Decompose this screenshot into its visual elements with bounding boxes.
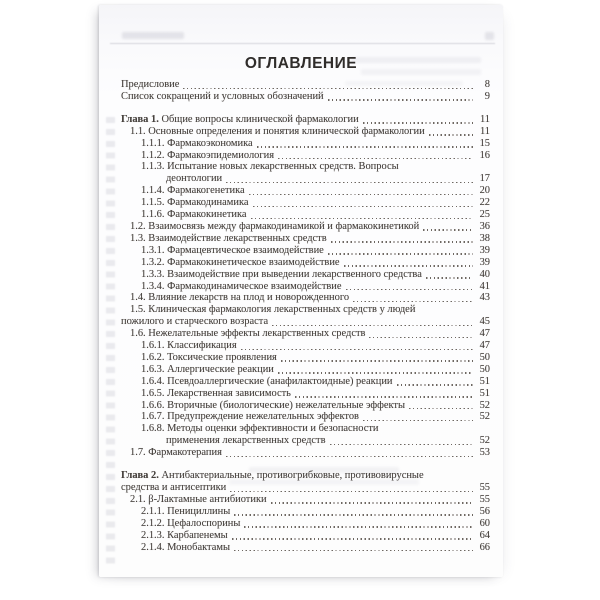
page-number: 39 (479, 244, 490, 256)
dot-leader (328, 253, 473, 254)
dot-leader (251, 218, 473, 219)
toc-entry (121, 114, 490, 126)
toc-entry (121, 400, 490, 412)
toc-entry (121, 269, 490, 281)
dot-leader (230, 491, 473, 492)
toc-entry-text: 2.1.3. Карбапенемы (141, 529, 228, 541)
toc-entry-text: 1.6.8. Методы оценки эффективности и безопасности (141, 423, 379, 435)
toc-line (141, 150, 490, 162)
toc-line (141, 138, 490, 150)
toc-entry-text: Предисловие (121, 79, 180, 90)
page-number: 55 (479, 482, 490, 493)
toc-entry (121, 411, 490, 423)
toc-line (130, 447, 490, 459)
toc-entry-text: 1.1. Основные определения и понятия клинической фармакологии (130, 125, 425, 137)
toc-list (121, 79, 490, 553)
book-page (99, 5, 503, 577)
toc-entry-text: 1.4. Влияние лекарств на плод и новорожденного (130, 292, 350, 304)
toc-line (121, 114, 490, 126)
toc-line (130, 233, 490, 245)
dot-leader (363, 122, 473, 123)
page-number: 50 (479, 363, 490, 375)
toc-entry-text: 2.1. β-Лактамные антибиотики (130, 493, 267, 505)
dot-leader (232, 538, 473, 539)
toc-entry (121, 530, 490, 542)
toc-entry-text: средства и антисептики (121, 482, 227, 493)
toc-entry-text: 1.6.1. Классификация (141, 340, 237, 352)
page-number: 55 (479, 493, 490, 505)
page-number: 47 (479, 328, 490, 340)
toc-entry-text: 1.6.3. Аллергические реакции (141, 363, 274, 375)
page-number: 53 (479, 447, 490, 459)
toc-entry-text: 2.1.2. Цефалоспорины (141, 517, 241, 529)
toc-line (121, 470, 490, 482)
dot-leader (346, 289, 473, 290)
dot-leader (426, 277, 473, 278)
page-number: 43 (479, 292, 490, 304)
toc-line (130, 126, 490, 138)
toc-entry (121, 233, 490, 245)
page-number: 11 (479, 125, 490, 137)
page-number: 11 (479, 113, 490, 125)
toc-line (141, 257, 490, 269)
toc-entry-text: 1.3. Взаимодействие лекарственных средств (130, 232, 327, 244)
dot-leader (226, 182, 473, 183)
toc-entry (121, 292, 490, 304)
page-showthrough-header-text (122, 32, 184, 39)
toc-line (141, 197, 490, 209)
dot-leader (241, 349, 473, 350)
dot-leader (278, 372, 473, 373)
toc-line (141, 269, 490, 281)
page-number: 51 (479, 375, 490, 387)
toc-entry-text: 1.6.4. Псевдоаллергические (анафилактоидные) реакции (141, 375, 393, 387)
dot-leader (183, 88, 473, 89)
dot-leader (363, 420, 473, 421)
toc-entry-text: 1.7. Фармакотерапия (130, 447, 222, 459)
toc-entry-text: деонтологии (166, 173, 223, 185)
page-showthrough-header-rule (110, 43, 495, 44)
toc-entry (121, 138, 490, 150)
toc-entry (121, 150, 490, 162)
toc-entry-prefix: Глава 1. (121, 113, 162, 125)
page-number: 45 (479, 316, 490, 328)
toc-entry-prefix: Глава 2. (121, 470, 162, 482)
toc-entry (121, 221, 490, 233)
toc-entry-text: 2.1.4. Монобактамы (141, 541, 230, 553)
toc-entry-text: 1.1.4. Фармакогенетика (141, 185, 245, 197)
toc-entry-text: 1.6.6. Вторичные (биологические) нежелательные эффекты (141, 399, 406, 411)
dot-leader (244, 526, 473, 527)
toc-entry-text: 1.6.2. Токсические проявления (141, 351, 277, 363)
toc-line (141, 388, 490, 400)
toc-entry-text: 1.3.1. Фармацевтическое взаимодействие (141, 244, 324, 256)
toc-line (141, 423, 490, 435)
page-number: 66 (479, 541, 490, 553)
page-number: 9 (484, 90, 490, 102)
dot-leader (226, 456, 473, 457)
page-number: 40 (479, 268, 490, 280)
dot-leader (271, 502, 473, 503)
toc-line (141, 185, 490, 197)
dot-leader (295, 396, 473, 397)
page-number: 22 (479, 197, 490, 209)
toc-entry-text: 1.6. Нежелательные эффекты лекарственных средств (130, 328, 366, 340)
toc-entry-text: Общие вопросы клинической фармакологии (161, 113, 359, 125)
toc-line (130, 304, 490, 316)
page-number: 64 (479, 529, 490, 541)
toc-entry-text: 1.6.7. Предупреждение нежелательных эффектов (141, 411, 359, 423)
page-number: 52 (479, 435, 490, 447)
toc-line (130, 328, 490, 340)
dot-leader (257, 146, 473, 147)
toc-entry-text: 1.1.3. Испытание новых лекарственных средств. Вопросы (141, 161, 399, 173)
toc-line (141, 542, 490, 554)
toc-entry (121, 352, 490, 364)
toc-line (141, 400, 490, 412)
toc-entry-text: 2.1.1. Пенициллины (141, 505, 231, 517)
page-number: 50 (479, 351, 490, 363)
toc-entry (121, 542, 490, 554)
toc-entry (121, 376, 490, 388)
page-number: 20 (479, 185, 490, 197)
toc-entry (121, 328, 490, 340)
dot-leader (278, 158, 473, 159)
toc-entry (121, 388, 490, 400)
page-showthrough-margin-numbers (106, 117, 115, 567)
toc-line (141, 340, 490, 352)
toc-entry (121, 185, 490, 197)
dot-leader (397, 384, 474, 385)
toc-line (141, 530, 490, 542)
toc-entry (121, 340, 490, 352)
dot-leader (409, 408, 473, 409)
page-number: 36 (479, 220, 490, 232)
toc-entry-text: 1.3.3. Взаимодействие при выведении лекарственного средства (141, 268, 422, 280)
toc-line (121, 91, 490, 103)
toc-line (166, 435, 490, 447)
page-number: 52 (479, 411, 490, 423)
dot-leader (234, 550, 473, 551)
toc-entry (121, 161, 490, 185)
page-number: 52 (479, 399, 490, 411)
toc-entry (121, 470, 490, 494)
dot-leader (369, 337, 473, 338)
page-number: 25 (479, 209, 490, 221)
toc-line (130, 292, 490, 304)
toc-line (141, 518, 490, 530)
toc-line (121, 482, 490, 494)
page-number: 17 (479, 173, 490, 185)
toc-entry (121, 518, 490, 530)
toc-line (141, 209, 490, 221)
toc-entry-text: 1.1.2. Фармакоэпидемиология (141, 149, 275, 161)
page-showthrough-header-number (485, 32, 494, 40)
dot-leader (331, 241, 473, 242)
toc-entry (121, 364, 490, 376)
toc-line (141, 281, 490, 293)
toc-line (141, 161, 490, 173)
dot-leader (272, 325, 473, 326)
dot-leader (234, 514, 473, 515)
toc-entry (121, 91, 490, 103)
toc-entry-text: 1.3.4. Фармакодинамическое взаимодействие (141, 280, 342, 292)
dot-leader (423, 229, 473, 230)
page-number: 8 (484, 79, 490, 90)
toc-entry-text: Антибактериальные, противогрибковые, противовирусные (161, 470, 424, 482)
page-number: 16 (479, 149, 490, 161)
toc-line (121, 79, 490, 91)
toc-entry (121, 209, 490, 221)
toc-entry-text: 1.1.5. Фармакодинамика (141, 197, 249, 209)
toc-entry (121, 79, 490, 91)
dot-leader (249, 194, 473, 195)
dot-leader (353, 301, 473, 302)
toc-entry-text: 1.3.2. Фармакокинетическое взаимодействие (141, 256, 340, 268)
toc-entry-text: 1.6.5. Лекарственная зависимость (141, 387, 291, 399)
toc-entry (121, 447, 490, 459)
toc-line (141, 506, 490, 518)
page-number: 47 (479, 340, 490, 352)
toc-entry (121, 257, 490, 269)
page-number: 60 (479, 517, 490, 529)
toc-line (141, 352, 490, 364)
toc-entry (121, 245, 490, 257)
dot-leader (429, 134, 473, 135)
toc-entry (121, 126, 490, 138)
toc-entry (121, 494, 490, 506)
dot-leader (253, 206, 473, 207)
page-number: 15 (479, 137, 490, 149)
page-number: 38 (479, 232, 490, 244)
toc-entry (121, 423, 490, 447)
page-number: 51 (479, 387, 490, 399)
toc-entry-text: 1.1.6. Фармакокинетика (141, 209, 247, 221)
page-number: 56 (479, 505, 490, 517)
toc-entry-text: 1.5. Клиническая фармакология лекарственных средств у людей (130, 304, 416, 316)
toc-entry-text: пожилого и старческого возраста (121, 316, 269, 328)
toc-entry (121, 304, 490, 328)
dot-leader (281, 360, 473, 361)
toc-entry-text: 1.1.1. Фармакоэкономика (141, 137, 253, 149)
page-number: 41 (479, 280, 490, 292)
toc-line (130, 494, 490, 506)
toc-line (130, 221, 490, 233)
toc-entry-text: применения лекарственных средств (166, 435, 326, 447)
page-title: ОГЛАВЛЕНИЕ (244, 55, 358, 72)
dot-leader (344, 265, 473, 266)
toc-line (121, 316, 490, 328)
dot-leader (330, 444, 473, 445)
toc-entry-text: Список сокращений и условных обозначений (121, 90, 324, 102)
dot-leader (328, 99, 473, 100)
page-number: 39 (479, 256, 490, 268)
toc-entry (121, 506, 490, 518)
toc-line (141, 376, 490, 388)
toc-line (141, 411, 490, 423)
toc-entry (121, 197, 490, 209)
toc-line (141, 245, 490, 257)
toc-line (166, 173, 490, 185)
toc-entry (121, 281, 490, 293)
toc-line (141, 364, 490, 376)
toc-entry-text: 1.2. Взаимосвязь между фармакодинамикой и фармакокинетикой (130, 220, 420, 232)
